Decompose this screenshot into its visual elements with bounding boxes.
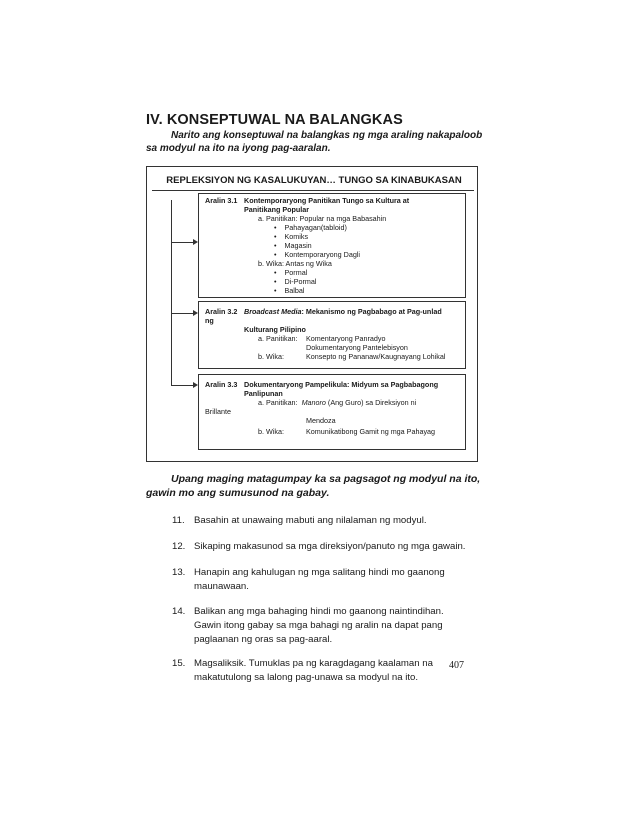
intro-text-line1: Narito ang konseptuwal na balangkas ng mga araling nakapaloob xyxy=(171,130,483,141)
aralin-3-1-box xyxy=(198,193,466,298)
list-item: • Kontemporaryong Dagli xyxy=(274,250,361,259)
list-item: • Pahayagan(tabloid) xyxy=(274,223,347,232)
aralin-3-3-title-cont: Panlipunan xyxy=(244,389,283,398)
intro-text-line2: sa modyul na ito na iyong pag-aaralan. xyxy=(146,143,331,154)
list-item: • Magasin xyxy=(274,241,312,250)
guide-item-14: 14. Balikan ang mga bahaging hindi mo gaanong naintindihan. xyxy=(172,606,444,617)
connector-vertical-line xyxy=(171,200,172,386)
aralin-3-2-panitikan-val1: Komentaryong Panradyo xyxy=(306,334,386,343)
connector-arrow-line-2 xyxy=(171,313,194,314)
aralin-3-3-title: Dokumentaryong Pampelikula: Midyum sa Pagbabagong xyxy=(244,380,439,389)
guide-intro-line2: gawin mo ang sumusunod na gabay. xyxy=(146,487,330,499)
framework-title-divider xyxy=(152,190,474,191)
aralin-3-1-wika: b. Wika: Antas ng Wika xyxy=(258,259,332,268)
aralin-3-3-panitikan: a. Panitikan: Manoro (Ang Guro) sa Direksiyon ni xyxy=(258,398,417,407)
connector-arrow-line-3 xyxy=(171,385,194,386)
guide-intro-line1: Upang maging matagumpay ka sa pagsagot ng modyul na ito, xyxy=(171,473,481,485)
aralin-3-3-mendoza: Mendoza xyxy=(306,416,336,425)
aralin-3-3-code: Aralin 3.3 xyxy=(205,380,238,389)
aralin-3-1-panitikan: a. Panitikan: Popular na mga Babasahin xyxy=(258,214,387,223)
aralin-3-1-title-cont: Panitikang Popular xyxy=(244,205,310,214)
aralin-3-1-code: Aralin 3.1 xyxy=(205,196,238,205)
guide-item-14-cont2: paglaanan ng oras sa pag-aaral. xyxy=(194,634,333,645)
aralin-3-3-wika-label: b. Wika: xyxy=(258,427,284,436)
list-item: • Pormal xyxy=(274,268,308,277)
guide-item-11: 11. Basahin at unawaing mabuti ang nilalaman ng modyul. xyxy=(172,515,427,526)
aralin-3-2-panitikan-val2: Dokumentaryong Pantelebisyon xyxy=(306,343,408,352)
connector-arrow-line-1 xyxy=(171,242,194,243)
guide-item-14-cont1: Gawin itong gabay sa mga bahagi ng aralin na dapat pang xyxy=(194,620,443,631)
guide-item-13: 13. Hanapin ang kahulugan ng mga salitang hindi mo gaanong xyxy=(172,567,445,578)
aralin-3-2-panitikan-label: a. Panitikan: xyxy=(258,334,298,343)
list-item: • Komiks xyxy=(274,232,309,241)
aralin-3-3-wika-val: Komunikatibong Gamit ng mga Pahayag xyxy=(306,427,436,436)
guide-item-15-cont: makatutulong sa lalong pag-unawa sa modyul na ito. xyxy=(194,672,418,683)
guide-item-13-cont: maunawaan. xyxy=(194,581,249,592)
guide-item-12: 12. Sikaping makasunod sa mga direksiyon/panuto ng mga gawain. xyxy=(172,541,466,552)
page-number: 407 xyxy=(449,660,464,671)
aralin-3-2-wika-val: Konsepto ng Pananaw/Kaugnayang Lohikal xyxy=(306,352,446,361)
framework-title: REPLEKSIYON NG KASALUKUYAN… TUNGO SA KINABUKASAN xyxy=(166,175,462,186)
aralin-3-2-wika-label: b. Wika: xyxy=(258,352,284,361)
aralin-3-2-title: Broadcast Media: Mekanismo ng Pagbabago at Pag-unlad xyxy=(244,307,442,316)
guide-item-15: 15. Magsaliksik. Tumuklas pa ng karagdagang kaalaman na xyxy=(172,658,433,669)
aralin-3-2-code: Aralin 3.2 xyxy=(205,307,238,316)
aralin-3-2-title-cont: Kulturang Pilipino xyxy=(244,325,306,334)
aralin-3-1-title: Kontemporaryong Panitikan Tungo sa Kultura at xyxy=(244,196,410,205)
list-item: • Balbal xyxy=(274,286,305,295)
aralin-3-3-brillante: Brillante xyxy=(205,407,231,416)
aralin-3-2-title-ng: ng xyxy=(205,316,214,325)
section-heading: IV. KONSEPTUWAL NA BALANGKAS xyxy=(146,112,403,128)
list-item: • Di-Pormal xyxy=(274,277,317,286)
